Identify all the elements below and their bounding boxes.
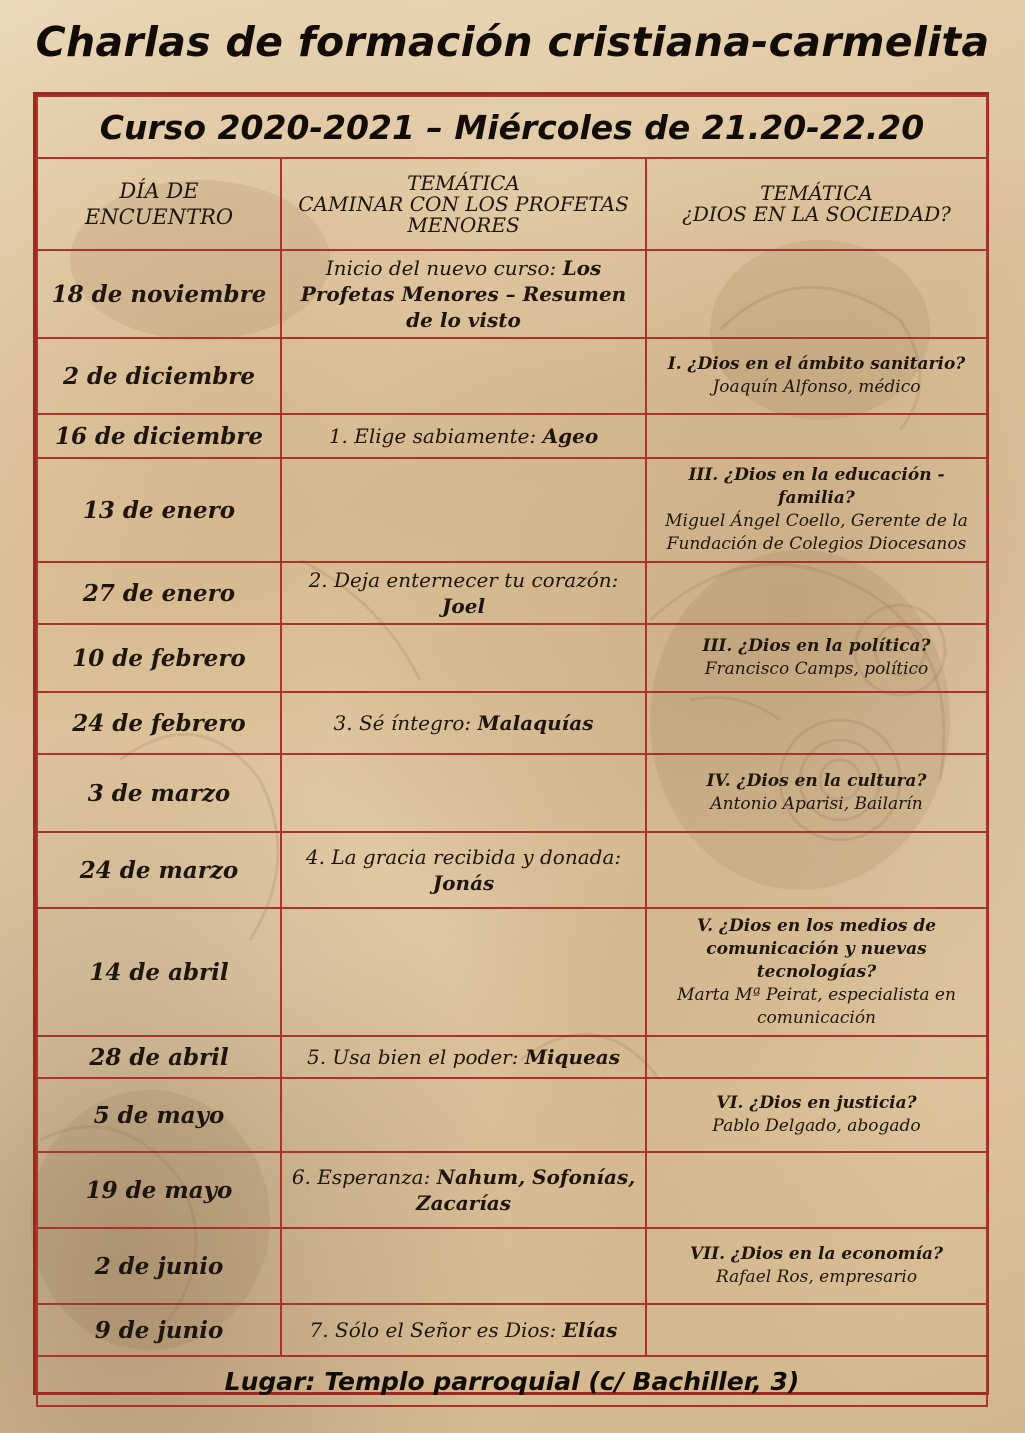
speaker-name: Antonio Aparisi, Bailarín [710,794,923,814]
prophet-topic-cell [281,1036,646,1078]
society-talk-title: III. ¿Dios en la educación - familia? [688,465,945,508]
schedule-row [37,250,987,338]
society-topic-cell [646,458,987,562]
schedule-table [36,95,988,1407]
prophet-name: Jonás [432,871,495,895]
society-topic-cell [646,692,987,754]
topic-intro: 5. Usa bien el poder: [306,1045,525,1069]
topic-intro: 2. Deja enternecer tu corazón: [308,568,619,592]
society-topic-cell [646,624,987,692]
schedule-row [37,624,987,692]
course-header: Curso 2020-2021 – Miércoles de 21.20-22.20 [37,96,987,158]
prophet-topic-cell [281,754,646,832]
society-topic-cell [646,1036,987,1078]
society-topic-cell [646,1152,987,1228]
society-topic-cell [646,562,987,624]
date-cell: 19 de mayo [37,1152,281,1228]
prophet-topic-cell [281,562,646,624]
prophet-topic-cell [281,832,646,908]
schedule-row [37,1152,987,1228]
prophet-topic-cell [281,1152,646,1228]
schedule-row [37,1304,987,1356]
prophet-topic-cell [281,458,646,562]
society-talk-title: IV. ¿Dios en la cultura? [706,771,927,791]
schedule-row [37,1228,987,1304]
date-cell: 3 de marzo [37,754,281,832]
place-row [37,1356,987,1406]
topic-intro: 3. Sé íntegro: [333,711,478,735]
schedule-row [37,754,987,832]
society-talk-title: III. ¿Dios en la política? [702,636,931,656]
prophet-topic-cell [281,692,646,754]
speaker-name: Rafael Ros, empresario [715,1267,918,1287]
society-talk-title: VII. ¿Dios en la economía? [689,1244,944,1264]
prophet-topic-cell [281,338,646,414]
prophet-name: Elías [562,1318,618,1342]
poster-title: Charlas de formación cristiana-carmelita [35,18,990,66]
header-day: DÍA DE ENCUENTRO [37,158,281,250]
date-cell: 28 de abril [37,1036,281,1078]
prophet-name: Nahum, Sofonías, Zacarías [415,1165,636,1215]
schedule-row [37,458,987,562]
schedule-row [37,908,987,1036]
society-talk-title: VI. ¿Dios en justicia? [716,1093,917,1113]
society-topic-cell [646,908,987,1036]
date-cell: 24 de febrero [37,692,281,754]
schedule-row [37,832,987,908]
society-talk-title: I. ¿Dios en el ámbito sanitario? [667,354,966,374]
topic-intro: 4. La gracia recibida y donada: [305,845,622,869]
date-cell: 27 de enero [37,562,281,624]
date-cell: 10 de febrero [37,624,281,692]
prophet-topic-cell [281,1304,646,1356]
speaker-name: Miguel Ángel Coello, Gerente de la Fundación de Colegios Diocesanos [665,511,968,554]
society-topic-cell [646,754,987,832]
date-cell: 16 de diciembre [37,414,281,458]
prophet-topic-cell [281,1078,646,1152]
prophet-name: Miqueas [524,1045,621,1069]
prophet-name: Ageo [542,424,599,448]
date-cell: 18 de noviembre [37,250,281,338]
date-cell: 5 de mayo [37,1078,281,1152]
prophet-name: Malaquías [477,711,594,735]
date-cell: 24 de marzo [37,832,281,908]
society-topic-cell [646,414,987,458]
header-society-theme: TEMÁTICA ¿DIOS EN LA SOCIEDAD? [646,158,987,250]
prophet-name: Los Profetas Menores – Resumen de lo visto [300,256,627,332]
society-topic-cell [646,832,987,908]
topic-intro: Inicio del nuevo curso: [325,256,563,280]
speaker-name: Marta Mª Peirat, especialista en comunicación [677,984,956,1028]
society-topic-cell [646,1228,987,1304]
speaker-name: Francisco Camps, político [704,659,929,679]
column-headers-row [37,158,987,250]
society-topic-cell [646,338,987,414]
date-cell: 2 de diciembre [37,338,281,414]
prophet-topic-cell [281,414,646,458]
course-row [37,96,987,158]
society-topic-cell [646,1304,987,1356]
topic-intro: 6. Esperanza: [291,1165,437,1189]
speaker-name: Pablo Delgado, abogado [712,1116,921,1136]
date-cell: 2 de junio [37,1228,281,1304]
schedule-row [37,1036,987,1078]
schedule-row [37,692,987,754]
society-topic-cell [646,250,987,338]
prophet-topic-cell [281,624,646,692]
prophet-topic-cell [281,1228,646,1304]
society-talk-title: V. ¿Dios en los medios de comunicación y nuevas tecnologías? [696,915,937,982]
schedule-row [37,562,987,624]
schedule-row [37,338,987,414]
society-topic-cell [646,1078,987,1152]
date-cell: 14 de abril [37,908,281,1036]
prophet-name: Joel [441,594,486,618]
place-footer: Lugar: Templo parroquial (c/ Bachiller, 3) [37,1356,987,1406]
topic-intro: 7. Sólo el Señor es Dios: [309,1318,563,1342]
speaker-name: Joaquín Alfonso, médico [712,377,921,397]
date-cell: 13 de enero [37,458,281,562]
header-prophets-theme: TEMÁTICA CAMINAR CON LOS PROFETAS MENORES [281,158,646,250]
schedule-row [37,414,987,458]
prophet-topic-cell [281,250,646,338]
prophet-topic-cell [281,908,646,1036]
date-cell: 9 de junio [37,1304,281,1356]
schedule-row [37,1078,987,1152]
topic-intro: 1. Elige sabiamente: [328,424,543,448]
